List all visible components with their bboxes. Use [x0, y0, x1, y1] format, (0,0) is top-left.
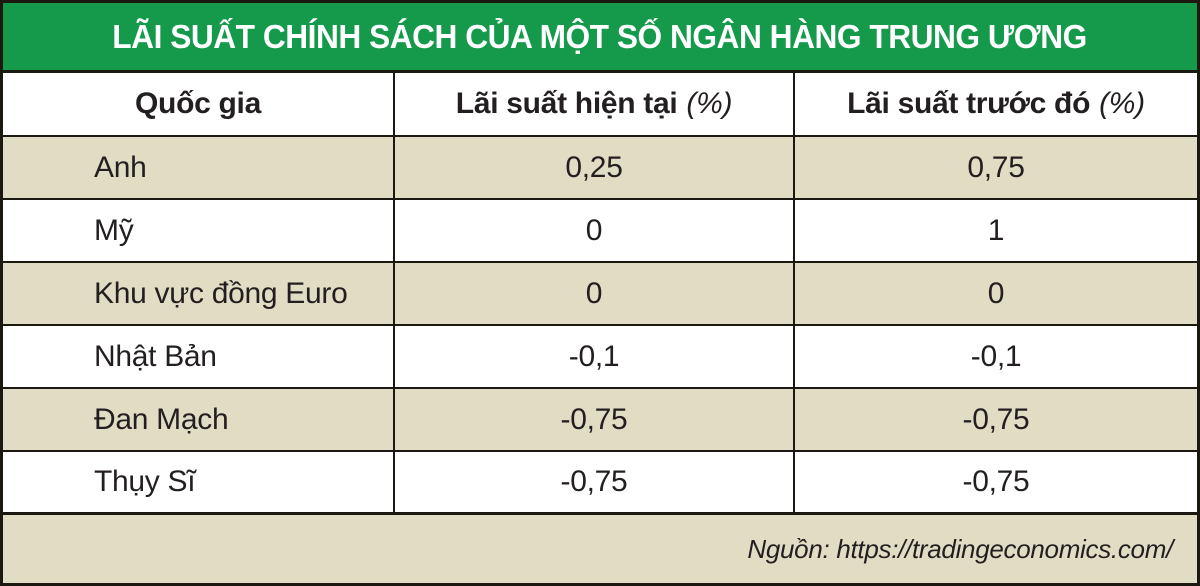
table-row [3, 137, 1197, 200]
table-row [3, 452, 1197, 515]
current-rate-cell: 0,25 [393, 137, 793, 198]
current-rate-cell: 0 [393, 263, 793, 324]
table-row [3, 200, 1197, 263]
table-header-row [3, 73, 1197, 137]
column-header-unit: (%) [686, 87, 733, 120]
column-header-label: Quốc gia [135, 87, 261, 120]
page-title: LÃI SUẤT CHÍNH SÁCH CỦA MỘT SỐ NGÂN HÀNG TRUNG ƯƠNG [112, 17, 1088, 55]
column-header-current-rate [393, 73, 793, 135]
table-row [3, 326, 1197, 389]
column-header-country [3, 73, 393, 135]
current-rate-cell: -0,1 [393, 326, 793, 387]
previous-rate-cell: 1 [793, 200, 1197, 261]
column-header-unit: (%) [1099, 87, 1145, 120]
current-rate-cell: -0,75 [393, 389, 793, 450]
country-cell: Nhật Bản [94, 339, 217, 373]
previous-rate-cell: 0,75 [793, 137, 1197, 198]
previous-rate-cell: -0,75 [793, 389, 1197, 450]
previous-rate-cell: -0,75 [793, 452, 1197, 512]
country-cell: Đan Mạch [94, 402, 229, 436]
source-footer [3, 515, 1197, 583]
table-row [3, 263, 1197, 326]
table-row [3, 389, 1197, 452]
country-cell: Thụy Sĩ [94, 465, 196, 498]
column-header-label: Lãi suất trước đó [847, 87, 1091, 120]
current-rate-cell: -0,75 [393, 452, 793, 512]
source-text: Nguồn: https://tradingeconomics.com/ [747, 533, 1173, 564]
country-cell: Khu vực đồng Euro [94, 276, 348, 310]
column-header-label: Lãi suất hiện tại [455, 87, 678, 120]
previous-rate-cell: 0 [793, 263, 1197, 324]
country-cell: Anh [94, 150, 147, 184]
title-bar [3, 3, 1197, 73]
country-cell: Mỹ [94, 213, 134, 247]
column-header-previous-rate [793, 73, 1197, 135]
previous-rate-cell: -0,1 [793, 326, 1197, 387]
current-rate-cell: 0 [393, 200, 793, 261]
